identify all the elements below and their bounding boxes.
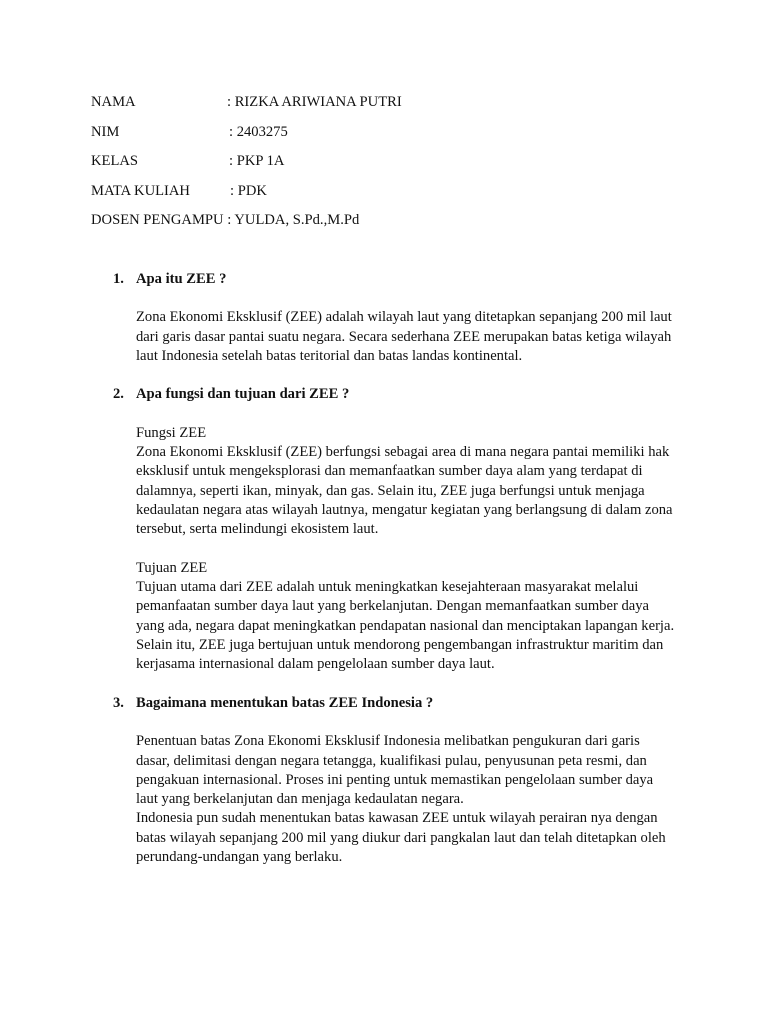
question-heading xyxy=(91,270,691,289)
subheading-fungsi: Fungsi ZEE xyxy=(136,424,207,441)
identity-label: KELAS xyxy=(91,153,139,169)
identity-value: : YULDA, S.Pd.,M.Pd xyxy=(223,212,360,228)
student-identity xyxy=(91,93,691,241)
subheading-tujuan: Tujuan ZEE xyxy=(136,559,208,576)
question-number: 1. xyxy=(113,271,124,287)
identity-label: MATA KULIAH xyxy=(91,182,190,199)
identity-label: NIM xyxy=(91,123,120,140)
question-3 xyxy=(91,694,691,867)
answer-body xyxy=(136,308,676,366)
answer-paragraph: Indonesia pun sudah menentukan batas kawasan ZEE untuk wilayah perairan nya dengan batas wilayah sepanjang 200 mil yang diukur dari pangkalan laut dan telah ditetapkan oleh perundang-undangan yang berlaku. xyxy=(136,810,666,866)
answer-paragraph: Penentuan batas Zona Ekonomi Eksklusif Indonesia melibatkan pengukuran dari garis dasar, delimitasi dengan negara tetangga, kualifikasi pulau, penyusunan peta resmi, dan pengakuan internasional. Proses ini penting untuk memastikan pengelolaan sumber daya laut yang berkelanjutan dan menjaga kedaulatan negara. xyxy=(136,733,654,808)
identity-value: : PDK xyxy=(230,182,267,199)
question-title: Bagaimana menentukan batas ZEE Indonesia ? xyxy=(136,694,434,711)
identity-row-dosen xyxy=(91,211,691,241)
identity-value: : 2403275 xyxy=(229,123,288,140)
answer-body xyxy=(136,424,676,675)
identity-row-nama xyxy=(91,93,691,123)
identity-label: NAMA xyxy=(91,94,136,110)
question-2 xyxy=(91,385,691,674)
question-list xyxy=(91,270,691,867)
question-title: Apa itu ZEE ? xyxy=(136,271,227,287)
answer-paragraph: Zona Ekonomi Eksklusif (ZEE) berfungsi sebagai area di mana negara pantai memiliki hak eksklusif untuk mengeksplorasi dan memanfaatkan sumber daya alam yang terdapat di dalamnya, seperti ikan, minyak, dan gas. Selain itu, ZEE juga berfungsi untuk menjaga kedaulatan negara atas wilayah lautnya, mengatur kegiatan yang berlangsung di dalam zona tersebut, serta melindungi ekosistem laut. xyxy=(136,444,673,538)
question-1 xyxy=(91,270,691,366)
answer-paragraph: Tujuan utama dari ZEE adalah untuk meningkatkan kesejahteraan masyarakat melalui pemanfaatan sumber daya laut yang berkelanjutan. Dengan memanfaatkan sumber daya yang ada, negara dapat meningkatkan pendapatan nasional dan menciptakan lapangan kerja. Selain itu, ZEE juga bertujuan untuk mendorong pengembangan infrastruktur maritim dan kerjasama internasional dalam pengelolaan sumber daya laut. xyxy=(136,579,675,673)
identity-row-nim xyxy=(91,123,691,153)
identity-row-mata-kuliah xyxy=(91,182,691,212)
answer-paragraph: Zona Ekonomi Eksklusif (ZEE) adalah wilayah laut yang ditetapkan sepanjang 200 mil laut dari garis dasar pantai suatu negara. Secara sederhana ZEE merupakan batas ketiga wilayah laut Indonesia setelah batas teritorial dan batas landas kontinental. xyxy=(136,309,672,364)
answer-body xyxy=(136,732,676,867)
question-number: 3. xyxy=(113,694,124,711)
question-title: Apa fungsi dan tujuan dari ZEE ? xyxy=(136,386,350,403)
question-heading xyxy=(91,385,691,404)
identity-value: : PKP 1A xyxy=(229,153,285,169)
question-heading xyxy=(91,694,691,713)
question-number: 2. xyxy=(113,386,124,403)
identity-value: : RIZKA ARIWIANA PUTRI xyxy=(227,94,402,110)
identity-row-kelas xyxy=(91,152,691,182)
identity-label: DOSEN PENGAMPU xyxy=(91,212,224,228)
